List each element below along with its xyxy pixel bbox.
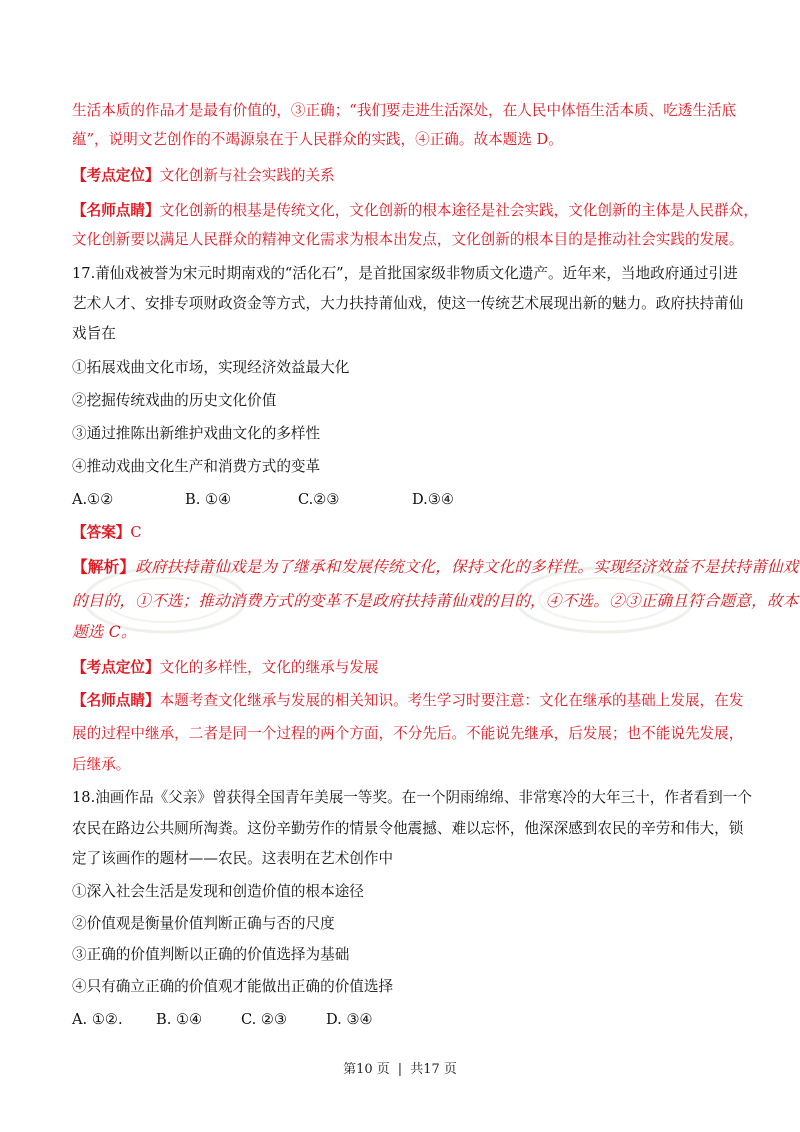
prev-answer-line-1: 生活本质的作品才是最有价值的，③正确；“我们要走进生活深处，在人民中体悟生活本质、吃透生活底 — [72, 102, 737, 119]
q18-stem-2: 农民在路边公共厕所淘粪。这份辛勤劳作的情景令他震撼、难以忘怀，他深深感到农民的辛劳和伟大，锁 — [72, 820, 744, 837]
q17-mingshi-line-1 — [72, 691, 743, 711]
q17-option-a: A.①② — [72, 491, 114, 508]
q18-statement-2: ②价值观是衡量价值判断正确与否的尺度 — [72, 915, 335, 932]
kaodian-text: 文化创新与社会实践的关系 — [159, 167, 335, 184]
prev-mingshi-line-1 — [72, 201, 758, 221]
q17-option-b: B. ①④ — [185, 491, 232, 508]
mingshi-text-1: 文化创新的根基是传统文化，文化创新的根本途径是社会实践，文化创新的主体是人民群众， — [159, 202, 758, 219]
kaodian-tag: 【考点定位】 — [72, 659, 160, 676]
q17-mingshi-line-3: 后继承。 — [72, 756, 131, 773]
q18-stem-3: 定了该画作的题材——农民。这表明在艺术创作中 — [72, 850, 394, 867]
kaodian-text: 文化的多样性，文化的继承与发展 — [159, 659, 379, 676]
prev-mingshi-line-2: 文化创新要以满足人民群众的精神文化需求为根本出发点，文化创新的根本目的是推动社会实践的发展。 — [72, 231, 744, 248]
q17-stem-1: 17.莆仙戏被誉为宋元时期南戏的“活化石”，是首批国家级非物质文化遗产。近年来，当地政府通过引进 — [72, 265, 738, 282]
q18-option-d: D. ③④ — [326, 1011, 373, 1028]
q17-mingshi-line-2: 展的过程中继承，二者是同一个过程的两个方面，不分先后。不能说先继承，后发展；也不能说先发展， — [72, 725, 744, 742]
page-number: 第10 页 — [343, 1062, 390, 1077]
q18-statement-3: ③正确的价值判断以正确的价值选择为基础 — [72, 946, 350, 963]
q17-jiexi-line-1 — [72, 557, 799, 577]
q17-kaodian — [72, 658, 379, 678]
q17-stem-2: 艺术人才、安排专项财政资金等方式，大力扶持莆仙戏，使这一传统艺术展现出新的魅力。政府扶持莆仙 — [72, 295, 744, 312]
q18-stem-1: 18.油画作品《父亲》曾获得全国青年美展一等奖。在一个阴雨绵绵、非常寒冷的大年三十，作者看到一个 — [72, 789, 752, 806]
q18-option-c: C. ②③ — [241, 1011, 288, 1028]
jiexi-tag: 【解析】 — [72, 557, 136, 576]
q17-statement-3: ③通过推陈出新维护戏曲文化的多样性 — [72, 425, 321, 442]
answer-value: C — [130, 524, 142, 541]
q17-stem-3: 戏旨在 — [72, 325, 116, 342]
footer-separator: | — [397, 1062, 403, 1077]
kaodian-tag: 【考点定位】 — [72, 167, 160, 184]
q17-answer — [72, 523, 142, 543]
jiexi-text-1: 政府扶持莆仙戏是为了继承和发展传统文化，保持文化的多样性。实现经济效益不是扶持莆仙戏 — [135, 558, 799, 576]
q17-statement-4: ④推动戏曲文化生产和消费方式的变革 — [72, 458, 321, 475]
q18-statement-4: ④只有确立正确的价值观才能做出正确的价值选择 — [72, 978, 394, 995]
q17-statement-1: ①拓展戏曲文化市场，实现经济效益最大化 — [72, 359, 350, 376]
prev-answer-line-2: 蕴”，说明文艺创作的不竭源泉在于人民群众的实践，④正确。故本题选 D。 — [72, 131, 563, 148]
q17-statement-2: ②挖掘传统戏曲的历史文化价值 — [72, 392, 277, 409]
q18-option-b: B. ①④ — [156, 1011, 203, 1028]
q17-jiexi-line-2: 的目的，①不选；推动消费方式的变革不是政府扶持莆仙戏的目的，④不选。②③正确且符合题意，故本 — [72, 592, 799, 610]
mingshi-text-1: 本题考查文化继承与发展的相关知识。考生学习时要注意：文化在继承的基础上发展，在发 — [159, 692, 744, 709]
prev-kaodian — [72, 166, 335, 186]
q17-jiexi-line-3: 题选 C。 — [72, 623, 137, 641]
page-total: 共17 页 — [410, 1062, 457, 1077]
mingshi-tag: 【名师点睛】 — [72, 692, 160, 709]
q18-option-a: A. ①②. — [72, 1011, 123, 1028]
q18-statement-1: ①深入社会生活是发现和创造价值的根本途径 — [72, 883, 364, 900]
mingshi-tag: 【名师点睛】 — [72, 202, 160, 219]
q17-option-c: C.②③ — [298, 491, 340, 508]
page-footer — [0, 1058, 800, 1077]
answer-tag: 【答案】 — [72, 524, 131, 541]
q17-option-d: D.③④ — [412, 491, 454, 508]
